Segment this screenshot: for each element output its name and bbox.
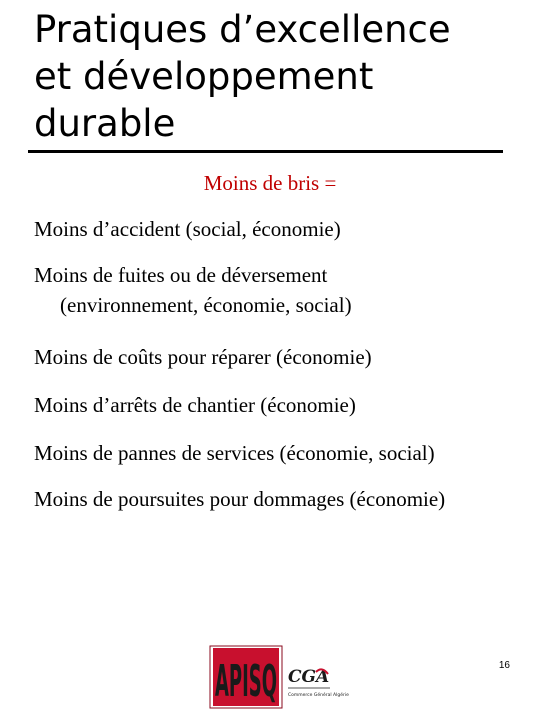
slide-title-line: et développement	[34, 55, 374, 98]
list-item-text: Moins de pannes de services (économie, social)	[34, 441, 435, 465]
list-item-text: Moins de poursuites pour dommages (économie)	[34, 487, 446, 511]
svg-text:CGA: CGA	[288, 667, 330, 687]
list-item	[34, 484, 445, 514]
list-item-text: Moins d’accident (social, économie)	[34, 217, 341, 241]
slide-title	[34, 6, 504, 147]
list-item	[34, 342, 372, 372]
list-item-text: Moins d’arrêts de chantier (économie)	[34, 393, 356, 417]
list-item-text: Moins de fuites ou de déversement	[34, 263, 328, 287]
page-number: 16	[498, 660, 510, 671]
list-item	[34, 438, 435, 468]
svg-text:Commerce Général Algérie: Commerce Général Algérie	[288, 693, 349, 698]
list-item	[34, 214, 341, 244]
svg-text:APISQ: APISQ	[215, 656, 277, 708]
slide-title-line: durable	[34, 102, 176, 145]
list-item	[34, 390, 356, 420]
apisq-cga-logo	[210, 642, 349, 710]
slide-subtitle: Moins de bris =	[203, 171, 337, 195]
list-item-text: Moins de coûts pour réparer (économie)	[34, 345, 372, 369]
list-item	[34, 260, 352, 320]
title-divider	[28, 150, 503, 153]
list-item-continuation: (environnement, économie, social)	[60, 293, 352, 317]
slide-title-line: Pratiques d’excellence	[34, 8, 451, 51]
